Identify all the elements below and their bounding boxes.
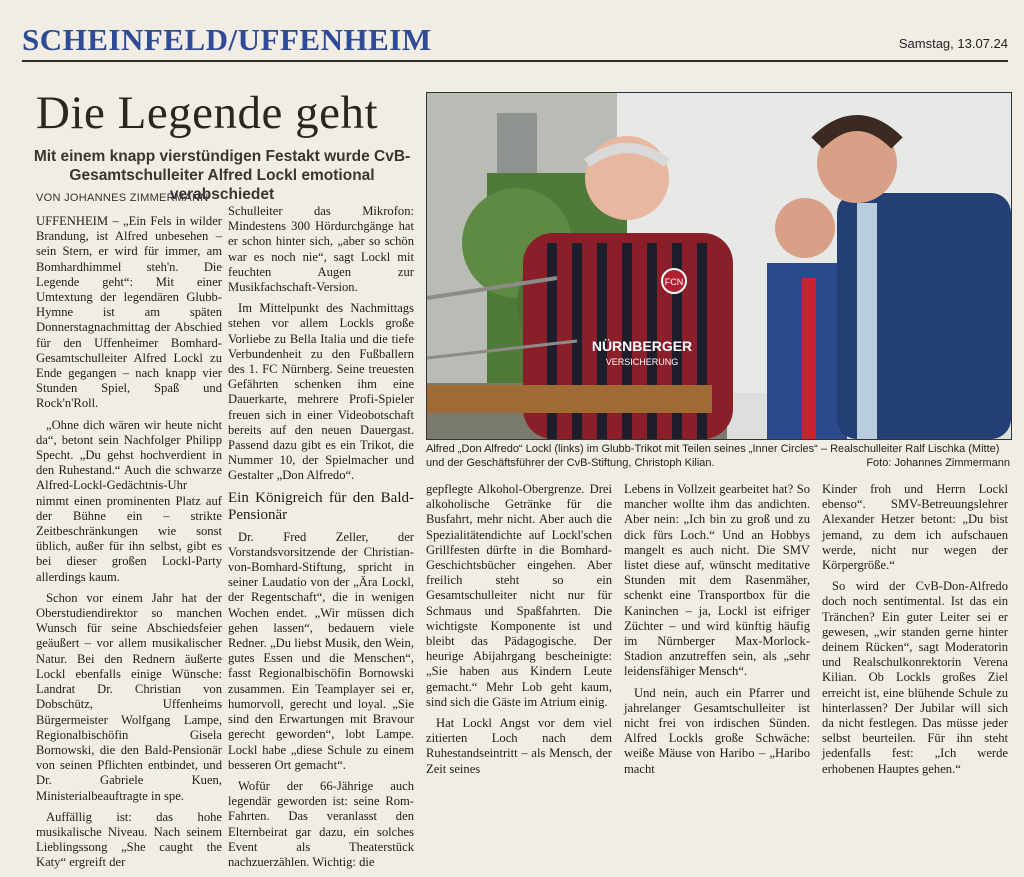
page-header bbox=[0, 0, 1024, 60]
caption-text: Alfred „Don Alfredo“ Lockl (links) im Glubb-Trikot mit Teilen seines „Inner Circles“ – Realschulleiter Ralf Lischka (Mitte) und der Geschäftsführer der CvB-Stiftung, Christoph Kilian. bbox=[426, 443, 1000, 469]
subhead: Ein Königreich für den Bald-Pensionär bbox=[228, 489, 414, 523]
paragraph: Auffällig ist: das hohe musikalische Niveau. Nach seinem Lieblingssong „She caught the Katy“ ergreift der bbox=[36, 809, 222, 870]
shirt-sponsor-sub: VERSICHERUNG bbox=[605, 357, 679, 367]
paragraph: Schon vor einem Jahr hat der Oberstudiendirektor so manchen Wunsch für seine Abschiedsfeier geäußert – vor allem musikalischer Natur. Bei den Rednern äußerte Lockl ebenfalls einige Wünsche: Landrat Dr. Christian von Dobschütz, Uffenheims Bürgermeister Wolfgang Lampe, Regionalbischöfin Gisela Bornowski, die den Bald-Pensionär von seinen Pflichten entbindet, und Dr. Gabriele Kuen, Ministerialbeauftragte in spe. bbox=[36, 590, 222, 803]
photo-illustration bbox=[427, 93, 1011, 439]
paragraph: So wird der CvB-Don-Alfredo doch noch sentimental. Ist das ein Tränchen? Ein guter Leiter sei er gewesen, „wir standen gerne hinter deinem Rücken“, sagt Moderatorin und Realschulkonrektorin Verena Kilian. Ob Lockls großes Ziel erreicht ist, eine blühende Schule zu hinterlassen? Der Jubilar will sich da nicht festlegen. Das müsse jeder selbst beurteilen. Für ihn steht jedenfalls fest: „Ich werde erhobenen Hauptes gehen.“ bbox=[822, 579, 1008, 776]
paragraph: Hat Lockl Angst vor dem viel zitierten Loch nach dem Ruhestandseintritt – als Mensch, der Zeit seines bbox=[426, 716, 612, 776]
column-5 bbox=[822, 482, 1008, 783]
byline: VON JOHANNES ZIMMERMANN bbox=[36, 192, 209, 204]
paragraph: gepflegte Alkohol-Obergrenze. Drei alkoholische Getränke für die Busfahrt, mehr nicht. Aber auch die Spezialitätendichte auf Lockl'schen Grillfesten dürfte in die Bomhard-Geschichtsbücher eingehen. Aber freilich steht so ein Gesamtschulleiter nicht nur für Schmaus und Spaßfahrten. Die wichtigste Komponente ist und bleibt das Pädagogische. Der heurige Abijahrgang bescheinigte: „Sie haben aus Kindern Leute gemacht.“ Mehr Lob geht kaum, sind sich die Gäste im Atrium einig. bbox=[426, 482, 612, 709]
issue-date: Samstag, 13.07.24 bbox=[898, 36, 1008, 51]
paragraph: Kinder froh und Herrn Lockl ebenso“. SMV-Betreuungslehrer Alexander Hetzer betont: „Du bist jemand, zu dem ich aufschauen werde, nicht nur wegen der Körpergröße.“ bbox=[822, 482, 1008, 573]
paragraph: Lebens in Vollzeit gearbeitet hat? So mancher wollte ihm das andichten. Aber nein: „Ich bin zu groß und zu dick fürs Loch.“ Und an Hobbys mangelt es auch nicht. Die SMV listet diese auf, wünscht meditative Stunden mit dem Rasenmäher, schenkt eine Transportbox für die Kaninchen – ja, Lockl ist eifriger Züchter – und wird künftig häufig im Nürnberger Max-Morlock-Stadion anzutreffen sein, als „sehr leidensfähiger Mensch“. bbox=[624, 482, 810, 679]
paragraph: Wofür der 66-Jährige auch legendär geworden ist: seine Rom-Fahrten. Das veranlasst den Elternbeirat gar dazu, ein solches Event als Theaterstück nachzuerzählen. Wichtig: die bbox=[228, 778, 414, 869]
column-4 bbox=[624, 482, 810, 783]
header-rule bbox=[22, 60, 1008, 62]
shirt-badge: FCN bbox=[664, 277, 684, 287]
shirt-sponsor: NÜRNBERGER bbox=[591, 338, 693, 354]
paragraph: UFFENHEIM – „Ein Fels in wilder Brandung, ist Alfred unbesehen – sein Stern, er wird für immer, am Bomhardhimmel steh'n. Die Legende geht“: Mit einer Umtextung der legendären Glubb-Hymne ist am späten Donnerstagnachmittag der Abschied für den Uffenheimer Bomhard-Gesamtschulleiter Alfred Lockl zu Ende gegangen – nach knapp vier Stunden Spiel, Spaß und Rock'n'Roll. bbox=[36, 214, 222, 411]
headline: Die Legende geht bbox=[36, 87, 379, 139]
paragraph: Dr. Fred Zeller, der Vorstandsvorsitzende der Christian-von-Bomhard-Stiftung, spricht in seiner Laudatio von der „Ära Lockl, der Regentschaft“, die in wenigen Wochen endet. „Wir müssen dich gehen lassen“, bedauern viele Redner. „Du liebst Musik, den Wein, gutes Essen und die Menschen“, fasst Regionalbischöfin Bornowski zusammen. Ein Teamplayer sei er, humorvoll, gerecht und loyal. „Sie sind den Erwartungen mit Bravour gerecht geworden“, lobt Lampe. Lockl habe „diese Schule zu einem besseren Ort gemacht“. bbox=[228, 529, 414, 772]
paragraph: Und nein, auch ein Pfarrer und jahrelanger Gesamtschulleiter ist nicht frei von irdischen Sünden. Alfred Lockls große Schwäche: weiße Mäuse von Haribo – „Haribo macht bbox=[624, 685, 810, 776]
column-2 bbox=[228, 204, 414, 876]
subheadline: Mit einem knapp vierstündigen Festakt wurde CvB-Gesamtschulleiter Alfred Lockl emotional verabschiedet bbox=[33, 148, 411, 203]
section-title: SCHEINFELD/UFFENHEIM bbox=[22, 22, 432, 57]
paragraph: Schulleiter das Mikrofon: Mindestens 300 Hördurchgänge hat er schon hinter sich, „aber so schön war es noch nie“, sagt Lockl mit feuchten Augen zur Musikfachschaft-Version. bbox=[228, 204, 414, 295]
article-photo bbox=[426, 92, 1012, 440]
column-3 bbox=[426, 482, 612, 783]
photo-caption bbox=[426, 442, 1010, 470]
paragraph: Im Mittelpunkt des Nachmittags stehen vor allem Lockls große Vorliebe zu Bella Italia und die tiefe Verbundenheit zu den Fußballern des 1. FC Nürnberg. Seine treuesten Gefährten schenken ihm eine Dauerkarte, mehrere Profi-Spieler freuen sich in einer Videobotschaft bereits auf den neuen Dauergast. Passend dazu gibt es ein Trikot, die Nummer 10, der Spielmacher und Gestalter „Don Alfredo“. bbox=[228, 301, 414, 483]
column-1 bbox=[36, 214, 222, 877]
photo-credit: Foto: Johannes Zimmermann bbox=[866, 457, 1010, 469]
paragraph: „Ohne dich wären wir heute nicht da“, betont sein Nachfolger Philipp Specht. „Du gehst hochverdient in den Ruhestand.“ Auch die schwarze Alfred-Lockl-Gedächtnis-Uhr nimmt einen prominenten Platz auf der Bühne ein – strikte Zeitbeschränkungen wie sonst üblich, außer für ihn selbst, gibt es bei dieser großen Lockl-Party allerdings kaum. bbox=[36, 417, 222, 584]
